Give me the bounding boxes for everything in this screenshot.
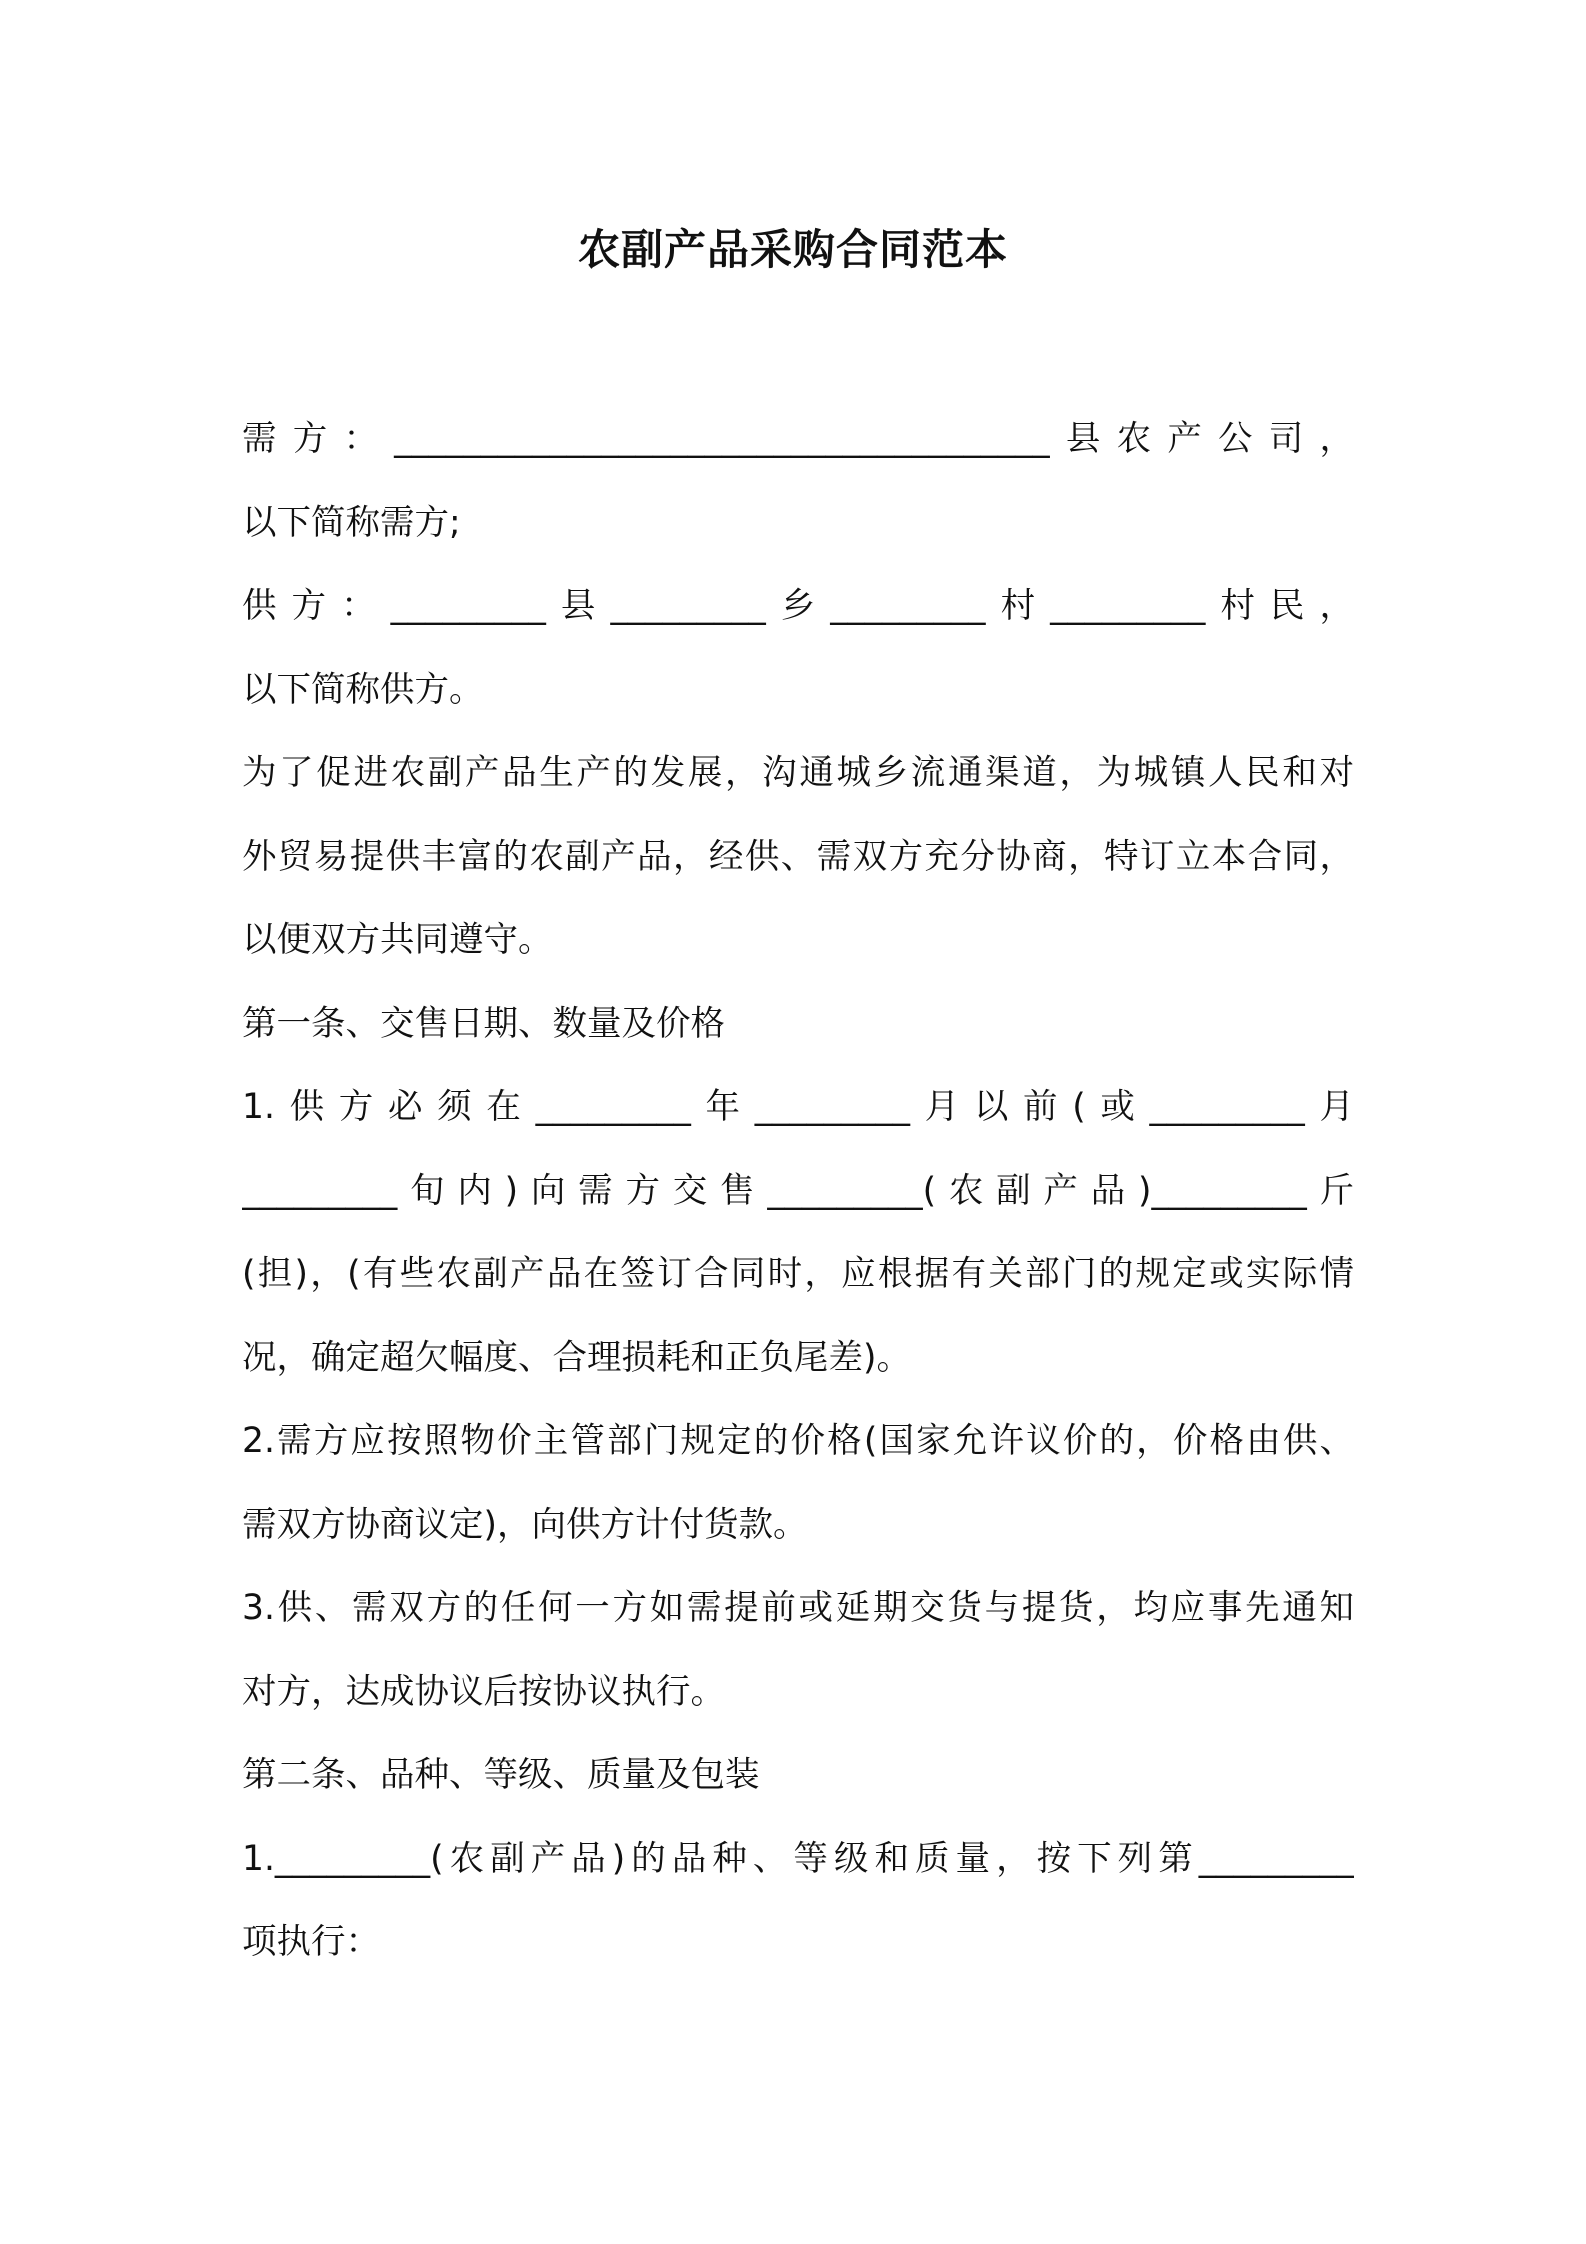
article-1-clause-2-line-2: 需双方协商议定)，向供方计付货款。	[242, 1504, 808, 1545]
seller-alias-line: 以下简称供方。	[242, 669, 484, 710]
document-title: 农副产品采购合同范本	[577, 225, 1008, 274]
preamble-line-2: 外贸易提供丰富的农副产品，经供、需双方充分协商，特订立本合同，	[242, 836, 1354, 877]
preamble-line-1: 为了促进农副产品生产的发展，沟通城乡流通渠道，为城镇人民和对	[242, 753, 1354, 793]
article-1-clause-2-line-1: 2.需方应按照物价主管部门规定的价格(国家允许议价的，价格由供、	[242, 1421, 1354, 1461]
buyer-alias-line: 以下简称需方;	[242, 502, 461, 543]
article-1-clause-1-line-1: 1.供方必须在_________年_________月以前(或_________月	[242, 1087, 1354, 1127]
article-1-clause-3-line-1: 3.供、需双方的任何一方如需提前或延期交货与提货，均应事先通知	[242, 1588, 1354, 1628]
article-1-heading: 第一条、交售日期、数量及价格	[242, 1003, 725, 1044]
article-1-clause-1-line-2: _________旬内)向需方交售_________(农副产品)_________斤	[242, 1170, 1354, 1211]
seller-line: 供方：_________县_________乡_________村_________村民，	[242, 586, 1354, 626]
article-1-clause-1-line-3: (担)，(有些农副产品在签订合同时，应根据有关部门的规定或实际情	[242, 1254, 1354, 1294]
article-1-clause-3-line-2: 对方，达成协议后按协议执行。	[242, 1671, 725, 1712]
article-2-heading: 第二条、品种、等级、质量及包装	[242, 1755, 760, 1795]
article-1-clause-1-line-4: 况，确定超欠幅度、合理损耗和正负尾差)。	[242, 1337, 911, 1378]
article-2-clause-1-line-2: 项执行：	[242, 1922, 380, 1962]
preamble-line-3: 以便双方共同遵守。	[242, 920, 553, 960]
buyer-line: 需方：______________________________________县农产公司，	[242, 419, 1354, 459]
document-body	[242, 398, 1354, 1985]
article-2-clause-1-line-1: 1._________(农副产品)的品种、等级和质量，按下列第_________	[242, 1838, 1354, 1879]
